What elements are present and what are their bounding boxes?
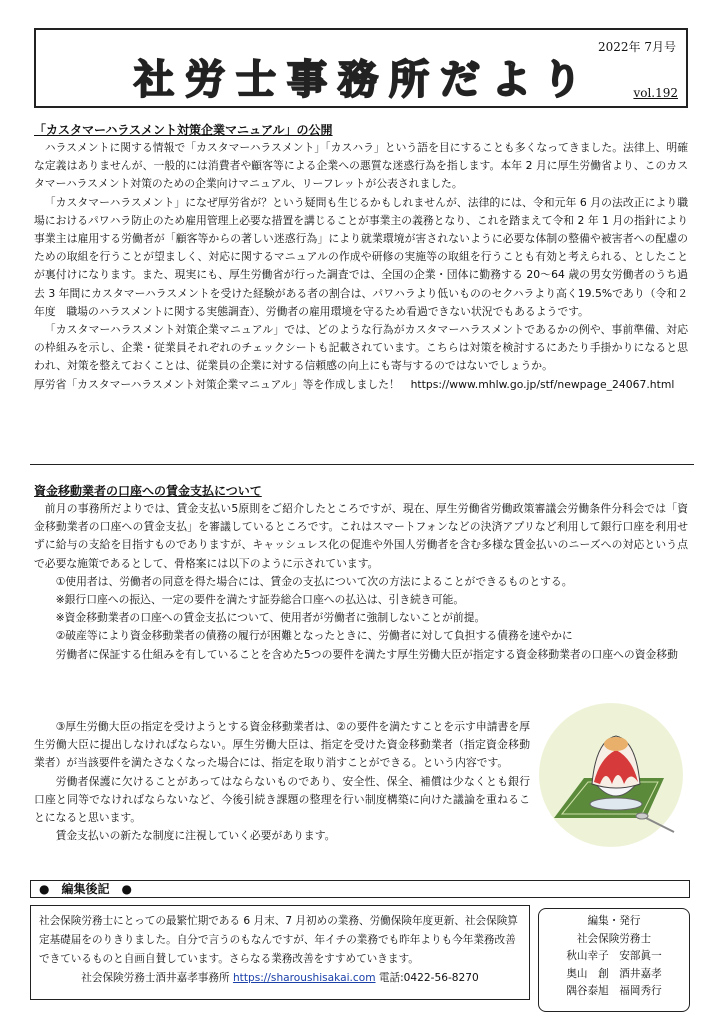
- office-name: 社会保険労務士酒井嘉孝事務所: [81, 972, 230, 984]
- section2-note-2: ※資金移動業者の口座への賃金支払について、使用者が労働者に強制しないことが前提。: [55, 611, 486, 625]
- section2-final: 賃金支払いの新たな制度に注視していく必要があります。: [55, 829, 336, 843]
- staff-line: 奥山 創 酒井嘉孝: [566, 967, 662, 980]
- issue-date: 2022年 7月号: [598, 40, 676, 54]
- section-title-customer-harassment: 「カスタマーハラスメント対策企業マニュアル」の公開: [34, 123, 333, 137]
- section2-note-1: ※銀行口座への振込、一定の要件を満たす証券総合口座への払込は、引き続き可能。: [55, 593, 465, 607]
- header-box: [34, 28, 688, 108]
- staff-line: 秋山幸子 安部眞一: [566, 950, 662, 962]
- section1-reference: 厚労省「カスタマーハラスメント対策企業マニュアル」等を作成しました！ https://www.mhlw.go.jp/stf/newpage_24067.html: [34, 377, 675, 391]
- section1-paragraph: 「カスタマーハラスメント」になぜ厚労省が？という疑問も生じるかもしれませんが、法律的には、令和元年 6 月の法改正により職場におけるパワハラ防止のため雇用管理上必要な措置を講じることが事業主の義務となり、これを踏まえて令和 2 年 1 月の指針により事業主は雇用する労働者が「顧客等からの著しい迷惑行為」により就業環境が害されないように必要な体制の整備や被害者への配慮のための取組を行うことが望ましく、対応に関するマニュアルの作成や研修の実施等の取組を行うことも有効と考えられる、としたことが裏付けになります。また、現実にも、厚生労働省が行った調査では、全国の企業・団体に勤務する 20～64 歳の男女労働者のうち過去 3 年間にカスタマーハラスメントを受けた経験がある者の割合は、パワハラより低いもののセクハラより高く19.5%であり（令和２年度 職場のハラスメントに関する実態調査）、労働者の雇用環境を守るため看過できない状況でもあるようです。: [34, 195, 688, 318]
- section-divider: [30, 464, 694, 465]
- newsletter-title: 社労士事務所だより: [134, 57, 593, 103]
- section2-item-2-cont: 労働者に保証する仕組みを有していることを含めた5つの要件を満たす厚生労働大臣が指定する資金移動業者の口座への資金移動: [55, 647, 678, 661]
- editor-note-label: ● 編集後記 ●: [30, 880, 690, 898]
- office-url-link[interactable]: https://sharoushisakai.com: [232, 972, 376, 984]
- section2-intro: 前月の事務所だよりでは、賃金支払い5原則をご紹介したところですが、現在、厚生労働省労働政策審議会労働条件分科会では「資金移動業者の口座への賃金支払」を審議しているところです。これはスマートフォンなどの決済アプリなど利用して銀行口座を利用せずに給与の支給を目指すものでありますが、キャッシュレス化の促進や外国人労働者を含む多様な賃金払いのニーズへの対応という点で必要な施策であるとして、骨格案には以下のように示されています。: [34, 502, 688, 570]
- staff-box: [538, 908, 690, 1012]
- staff-line: 隅谷泰旭 福岡秀行: [566, 985, 662, 997]
- section2-item-3: ③厚生労働大臣の指定を受けようとする資金移動業者は、②の要件を満たすことを示す申請書を厚生労働大臣に提出しなければならない。厚生労働大臣は、指定を受けた資金移動業者（指定資金移動業者）が当該要件を満たさなくなった場合には、指定を取り消すことができる。という内容です。: [34, 720, 530, 770]
- staff-org: 社会保険労務士: [576, 932, 652, 945]
- section1-body: [34, 139, 688, 394]
- bowl-base: [590, 798, 642, 810]
- section-title-wage-payment: 資金移動業者の口座への賃金支払について: [34, 484, 262, 498]
- topping: [604, 737, 628, 751]
- office-contact-line: [39, 969, 521, 988]
- section1-paragraph: ハラスメントに関する情報で「カスタマーハラスメント」「カスハラ」という語を目にすることも多くなってきました。法律上、明確な定義はありませんが、一般的には消費者や顧客等による企業への悪質な迷惑行為を指します。本年 2 月に厚生労働省より、このカスタマーハラスメント対策のための企業向けマニュアル、リーフレットが公表されました。: [34, 141, 688, 191]
- office-phone: 電話:0422-56-8270: [378, 972, 479, 984]
- section2-closing: 労働者保護に欠けることがあってはならないものであり、安全性、保全、補償は少なくとも銀行口座と同等でなければならないなど、今後引続き課題の整理を行い制度構築に向けた議論を重ねることになると思います。: [34, 774, 530, 825]
- section2-body-top: [34, 500, 688, 664]
- staff-heading: 編集・発行: [587, 915, 641, 927]
- section2-item-1: ①使用者は、労働者の同意を得た場合には、賃金の支払について次の方法によることができるものとする。: [55, 574, 573, 588]
- section1-paragraph: 「カスタマーハラスメント対策企業マニュアル」では、どのような行為がカスタマーハラスメントであるかの例や、事前準備、対応の枠組みを示し、企業・従業員それぞれのチェックシートも記載されています。こちらは対策を検討するにあたり手掛かりになると思われ、対策を整えておくことは、従業員の企業に対する信頼感の向上にも寄与するのではないでしょうか。: [34, 323, 688, 373]
- section2-body-bottom: [34, 718, 530, 845]
- editor-note-text: 社会保険労務士にとっての最繁忙期である 6 月末、7 月初めの業務、労働保険年度更新、社会保険算定基礎届をのりきりました。自分で言うのもなんですが、年イチの業務でも昨年よりも今年業務改善できているものと自画自賛しています。さらなる業務改善をすすめていきます。: [39, 915, 518, 965]
- editor-note-box: [30, 905, 530, 1000]
- shaved-ice-illustration: [536, 700, 686, 850]
- volume-number: vol.192: [633, 86, 678, 100]
- spoon-head: [636, 813, 648, 819]
- section2-item-2: ②破産等により資金移動業者の債務の履行が困難となったときに、労働者に対して負担する債務を速やかに: [55, 629, 573, 643]
